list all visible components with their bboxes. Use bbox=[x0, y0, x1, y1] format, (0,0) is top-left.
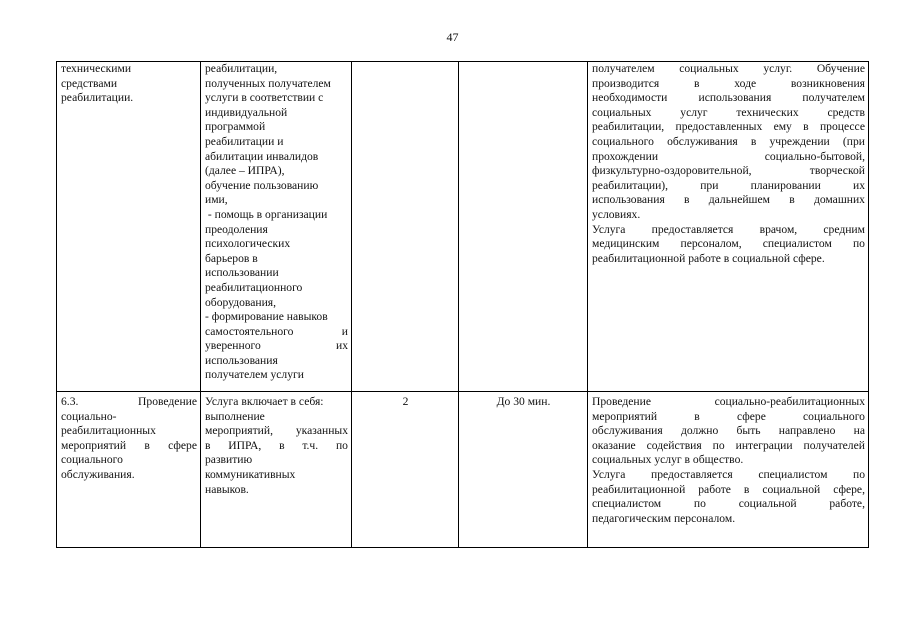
text-line bbox=[592, 164, 865, 179]
text-line: получателем услуги bbox=[205, 368, 304, 382]
word: мероприятий bbox=[592, 409, 658, 423]
word: т.ч. bbox=[302, 438, 319, 452]
word: реабилитации, bbox=[592, 120, 665, 134]
word: Услуга bbox=[592, 222, 626, 236]
word: ИПРА, bbox=[228, 438, 262, 452]
word: социальной bbox=[762, 482, 821, 496]
text-line bbox=[592, 62, 865, 77]
text-line: педагогическим персоналом. bbox=[592, 511, 736, 525]
text-line bbox=[592, 179, 865, 194]
text-line: использования bbox=[205, 353, 278, 367]
word: по bbox=[852, 467, 865, 481]
word: в bbox=[205, 438, 211, 452]
text-line: коммуникативных bbox=[205, 467, 296, 481]
word: прохождении bbox=[592, 149, 659, 163]
text-line: социального bbox=[61, 453, 123, 467]
text-line: (далее – ИПРА), bbox=[205, 164, 285, 178]
word: врачом, bbox=[759, 222, 798, 236]
word: реабилитации), bbox=[592, 178, 669, 192]
word: дальнейшем bbox=[708, 193, 770, 207]
text-line bbox=[205, 439, 348, 454]
word: содействия bbox=[646, 438, 702, 452]
text-line: реабилитационного bbox=[205, 280, 303, 294]
word: процессе bbox=[819, 120, 865, 134]
word: социальных bbox=[679, 62, 739, 75]
word: на bbox=[853, 424, 865, 438]
word: быть bbox=[736, 424, 761, 438]
word: услуг bbox=[680, 105, 708, 119]
word: средств bbox=[827, 105, 865, 119]
word: (при bbox=[842, 134, 865, 148]
word: мероприятий bbox=[61, 438, 127, 452]
word: получателем bbox=[802, 91, 865, 105]
word: сфере bbox=[168, 438, 197, 452]
word: ходе bbox=[734, 76, 757, 90]
text-line: условиях. bbox=[592, 207, 641, 221]
text-line bbox=[205, 424, 348, 439]
word: сфере bbox=[736, 409, 766, 423]
text-line bbox=[592, 150, 865, 165]
word: Проведение bbox=[138, 395, 197, 408]
text-line bbox=[592, 120, 865, 135]
word: социальных bbox=[592, 105, 652, 119]
word: социально-бытовой, bbox=[764, 149, 865, 163]
word: социальной bbox=[738, 497, 797, 511]
text-line: индивидуальной bbox=[205, 105, 288, 119]
text-line: полученных получателем bbox=[205, 76, 331, 90]
text-line bbox=[592, 135, 865, 150]
table-row bbox=[57, 62, 869, 392]
text-line: ими, bbox=[205, 193, 228, 207]
text-line bbox=[205, 325, 348, 340]
text-line: Услуга включает в себя: bbox=[205, 395, 324, 408]
word: в bbox=[279, 438, 285, 452]
word: ему bbox=[773, 120, 792, 134]
text-line bbox=[592, 395, 865, 410]
word: домашних bbox=[813, 193, 865, 207]
word: по bbox=[852, 237, 865, 251]
text-line: реабилитации, bbox=[205, 62, 278, 75]
word: в bbox=[694, 409, 700, 423]
word: в bbox=[694, 76, 700, 90]
service-name-cell bbox=[57, 392, 201, 548]
word: в bbox=[803, 120, 809, 134]
word: услуг. bbox=[763, 62, 793, 75]
word: получателей bbox=[803, 438, 865, 452]
text-line: выполнение bbox=[205, 409, 265, 423]
text-line bbox=[592, 497, 865, 512]
duration-cell: До 30 мин. bbox=[459, 392, 588, 548]
text-line bbox=[592, 410, 865, 425]
word: в bbox=[750, 134, 757, 148]
word: по bbox=[712, 438, 725, 452]
word: учреждении bbox=[769, 134, 830, 148]
text-line bbox=[592, 223, 865, 238]
text-line bbox=[592, 237, 865, 252]
text-line: использовании bbox=[205, 266, 279, 280]
word: производится bbox=[592, 76, 660, 90]
text-line bbox=[592, 468, 865, 483]
table-row bbox=[57, 392, 869, 548]
duration-cell bbox=[459, 62, 588, 392]
text-line: барьеров в bbox=[205, 251, 258, 265]
text-line: программой bbox=[205, 120, 266, 134]
word: сфере, bbox=[833, 482, 865, 496]
word: работе, bbox=[829, 497, 865, 511]
text-line: реабилитации и bbox=[205, 134, 284, 148]
word: интеграции bbox=[735, 438, 793, 452]
text-line: преодоления bbox=[205, 222, 268, 236]
word: персоналом, bbox=[680, 237, 742, 251]
conditions-cell bbox=[588, 392, 869, 548]
text-line: техническими bbox=[61, 62, 132, 75]
frequency-cell: 2 bbox=[352, 392, 459, 548]
text-line bbox=[205, 339, 348, 354]
text-line bbox=[592, 193, 865, 208]
frequency-cell bbox=[352, 62, 459, 392]
word: необходимости bbox=[592, 91, 668, 105]
word: обслуживания bbox=[592, 424, 663, 438]
word: возникновения bbox=[790, 76, 865, 90]
word: их bbox=[852, 178, 865, 192]
word: в bbox=[144, 438, 150, 452]
word: в bbox=[684, 193, 690, 207]
word: получателем bbox=[592, 62, 655, 75]
service-content-cell bbox=[201, 392, 352, 548]
word: указанных bbox=[295, 424, 348, 438]
text-line: - помощь в организации bbox=[205, 207, 328, 221]
word: 6.3. bbox=[61, 395, 79, 408]
services-table bbox=[56, 61, 869, 548]
text-line bbox=[592, 91, 865, 106]
word: в bbox=[789, 193, 795, 207]
word: оказание bbox=[592, 438, 636, 452]
text-line: реабилитационной работе в социальной сфере. bbox=[592, 251, 825, 265]
text-line: реабилитационных bbox=[61, 424, 156, 438]
word: творческой bbox=[809, 164, 865, 178]
text-line: социальных услуг в общество. bbox=[592, 453, 744, 467]
text-line: обучение пользованию bbox=[205, 178, 319, 192]
word: по bbox=[693, 497, 706, 511]
word: специалистом bbox=[758, 467, 828, 481]
word: социального bbox=[592, 134, 654, 148]
page-number: 47 bbox=[446, 30, 459, 44]
word: использования bbox=[592, 193, 665, 207]
word: средним bbox=[823, 222, 865, 236]
text-line: реабилитации. bbox=[61, 91, 134, 105]
word: социально-реабилитационных bbox=[714, 395, 865, 408]
word: уверенного bbox=[205, 339, 261, 353]
word: Обучение bbox=[816, 62, 865, 75]
word: реабилитационной bbox=[592, 482, 686, 496]
word: физкультурно-оздоровительной, bbox=[592, 164, 752, 178]
word: Услуга bbox=[592, 467, 626, 481]
text-line bbox=[61, 395, 197, 410]
text-line: услуги в соответствии с bbox=[205, 91, 324, 105]
word: при bbox=[700, 178, 719, 192]
word: использования bbox=[698, 91, 772, 105]
word: Проведение bbox=[592, 395, 651, 408]
word: мероприятий, bbox=[205, 424, 273, 438]
word: самостоятельного bbox=[205, 324, 294, 338]
word: медицинским bbox=[592, 237, 660, 251]
conditions-cell bbox=[588, 62, 869, 392]
word: и bbox=[341, 324, 348, 338]
text-line bbox=[592, 483, 865, 498]
word: предоставляется bbox=[651, 222, 734, 236]
word: предоставляется bbox=[651, 467, 733, 481]
text-line: обслуживания. bbox=[61, 467, 135, 481]
word: социального bbox=[803, 409, 865, 423]
text-line: - формирование навыков bbox=[205, 310, 328, 324]
word: обслуживания bbox=[667, 134, 738, 148]
word: предоставленных bbox=[675, 120, 763, 134]
word: по bbox=[335, 438, 348, 452]
text-line bbox=[592, 106, 865, 121]
text-line: развитию bbox=[205, 453, 253, 467]
word: технических bbox=[736, 105, 799, 119]
text-line: психологических bbox=[205, 237, 291, 251]
text-line bbox=[61, 439, 197, 454]
word: в bbox=[743, 482, 750, 496]
word: их bbox=[335, 339, 348, 353]
text-line: абилитации инвалидов bbox=[205, 149, 319, 163]
service-name-cell bbox=[57, 62, 201, 392]
word: планировании bbox=[750, 178, 821, 192]
word: специалистом bbox=[762, 237, 832, 251]
word: работе bbox=[698, 482, 731, 496]
text-line: социально- bbox=[61, 409, 117, 423]
text-line: оборудования, bbox=[205, 295, 277, 309]
word: специалистом bbox=[592, 497, 662, 511]
text-line bbox=[592, 77, 865, 92]
text-line: средствами bbox=[61, 76, 118, 90]
text-line bbox=[592, 424, 865, 439]
word: должно bbox=[680, 424, 719, 438]
text-line bbox=[592, 439, 865, 454]
word: направлено bbox=[778, 424, 836, 438]
service-content-cell bbox=[201, 62, 352, 392]
text-line: навыков. bbox=[205, 482, 249, 496]
